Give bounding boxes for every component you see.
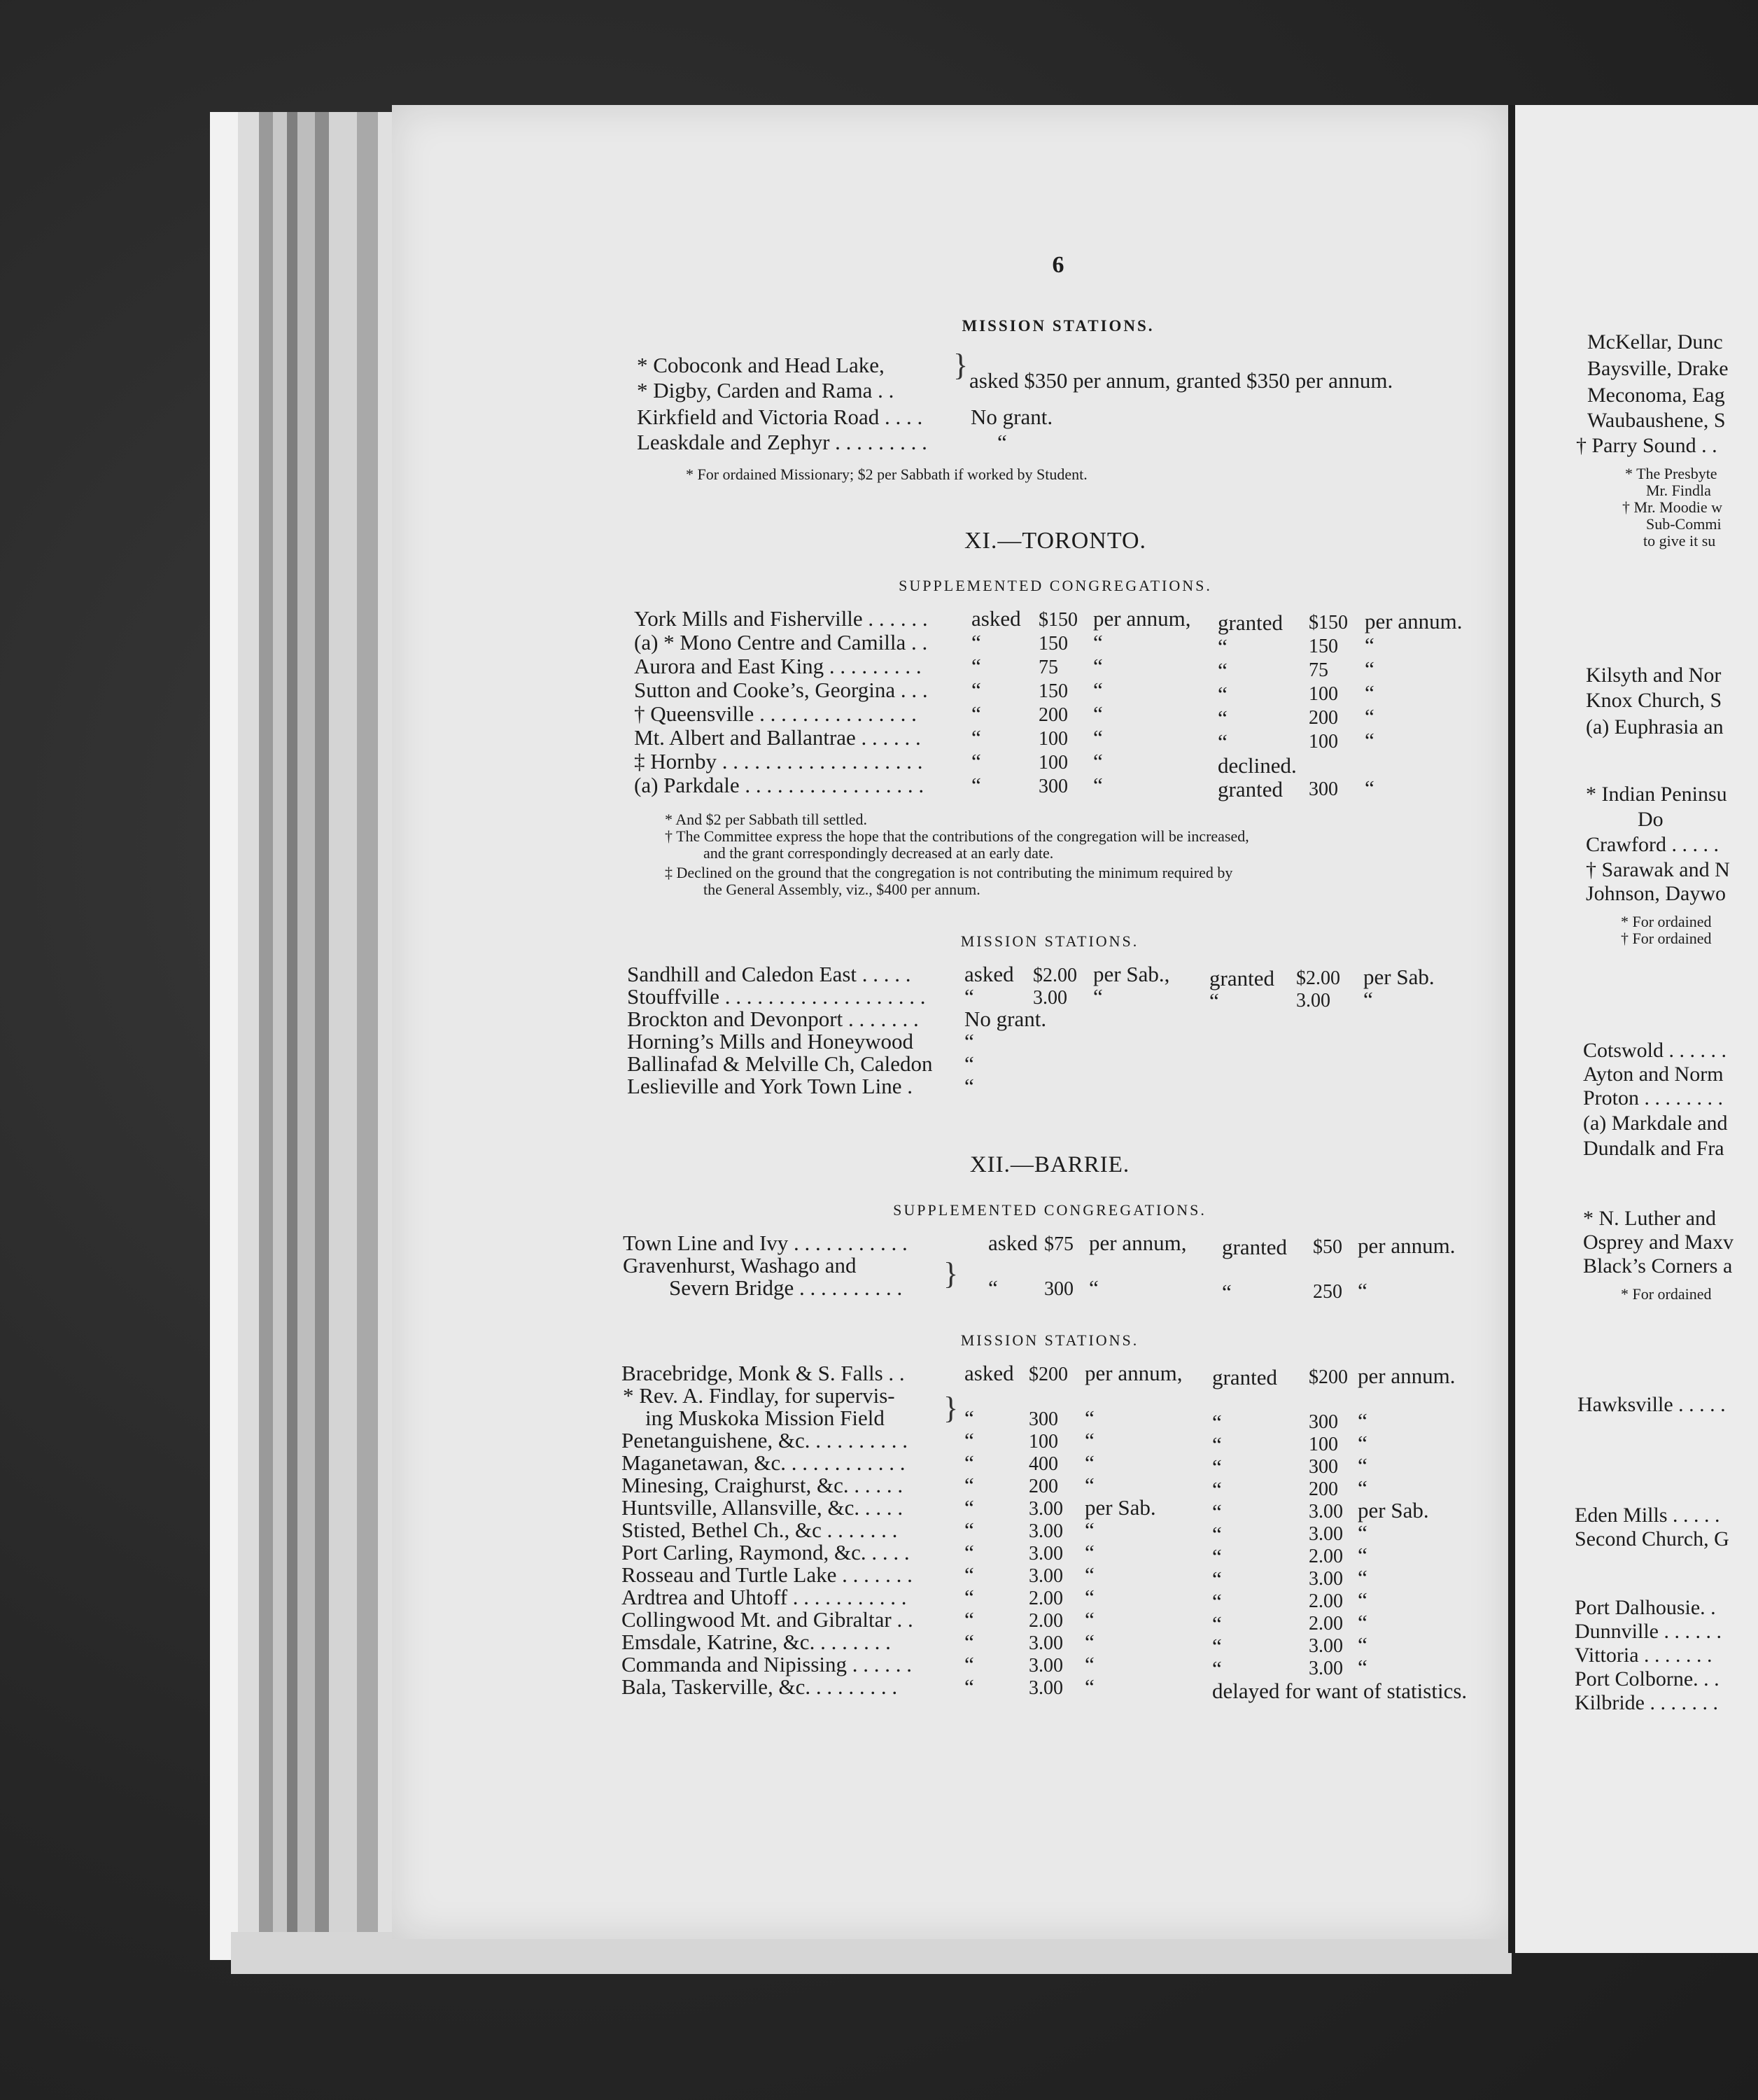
- row-amount: 100: [1039, 728, 1068, 750]
- row-granted-unit: “: [1358, 1476, 1367, 1500]
- row-granted-unit: per annum.: [1358, 1233, 1456, 1258]
- row-granted-unit: per Sab.: [1363, 965, 1435, 989]
- toronto-note: † The Committee express the hope that the contributions of the congregation will be increased,: [665, 827, 1249, 845]
- row-granted-unit: “: [1358, 1610, 1367, 1634]
- toronto-note: and the grant correspondingly decreased at an early date.: [703, 844, 1054, 862]
- row-granted: “: [1212, 1455, 1222, 1479]
- row-name: Gravenhurst, Washago and: [623, 1253, 857, 1278]
- row-granted: “: [1212, 1432, 1222, 1457]
- row-granted: “: [1218, 729, 1228, 754]
- right-page-line: Osprey and Maxv: [1583, 1231, 1734, 1254]
- right-page-line: Kilsyth and Nor: [1586, 664, 1722, 687]
- row-granted: granted: [1209, 966, 1274, 990]
- right-page-line: Black’s Corners a: [1583, 1254, 1733, 1278]
- right-page-line: Cotswold . . . . . .: [1583, 1039, 1727, 1062]
- row-amount: 3.00: [1029, 1655, 1063, 1676]
- row-asked: “: [971, 654, 981, 678]
- row-granted: “: [1212, 1499, 1222, 1524]
- row-asked: “: [971, 725, 981, 750]
- right-page-line: McKellar, Dunc: [1587, 330, 1723, 354]
- row-unit: “: [1085, 1540, 1095, 1564]
- right-page-line: Crawford . . . . .: [1586, 833, 1719, 856]
- row-name: Huntsville, Allansville, &c. . . . .: [621, 1495, 903, 1520]
- row-amount: 2.00: [1029, 1588, 1063, 1609]
- row-unit: “: [1085, 1607, 1095, 1632]
- row-granted-unit: “: [1358, 1408, 1367, 1433]
- row-granted: declined.: [1218, 753, 1297, 778]
- row-amount: $2.00: [1033, 965, 1077, 986]
- row-asked: “: [964, 1630, 974, 1654]
- row-granted-amount: 200: [1309, 1478, 1338, 1500]
- row-name: Penetanguishene, &c. . . . . . . . . .: [621, 1428, 908, 1452]
- right-page-line: to give it su: [1643, 532, 1716, 550]
- row-unit: “: [1085, 1518, 1095, 1542]
- row-granted-unit: “: [1358, 1565, 1367, 1590]
- row-amount: 3.00: [1033, 987, 1067, 1009]
- brace: }: [953, 348, 969, 382]
- row-amount: 150: [1039, 633, 1068, 654]
- row-unit: “: [1085, 1585, 1095, 1609]
- row-name: Sandhill and Caledon East . . . . .: [627, 962, 911, 986]
- row-asked: “: [964, 1074, 974, 1098]
- row-granted: “: [1212, 1522, 1222, 1546]
- toronto-supp-heading: SUPPLEMENTED CONGREGATIONS.: [899, 577, 1212, 594]
- row-granted-unit: “: [1365, 680, 1374, 705]
- row-granted-amount: 2.00: [1309, 1613, 1343, 1634]
- row-granted-amount: 200: [1309, 707, 1338, 729]
- row-asked: “: [964, 1495, 974, 1520]
- row-amount: 2.00: [1029, 1610, 1063, 1632]
- row-unit: “: [1093, 725, 1103, 750]
- row-unit: “: [1085, 1652, 1095, 1676]
- row-asked: “: [971, 678, 981, 702]
- row-granted-amount: 300: [1309, 778, 1338, 800]
- right-page-line: Do: [1638, 808, 1664, 831]
- row-granted: granted: [1212, 1365, 1277, 1390]
- row-asked: “: [971, 749, 981, 774]
- barrie-supp-heading: SUPPLEMENTED CONGREGATIONS.: [893, 1201, 1207, 1219]
- right-page-line: * Indian Peninsu: [1586, 783, 1727, 806]
- row-granted-amount: $2.00: [1296, 967, 1340, 989]
- toronto-note: the General Assembly, viz., $400 per annum.: [703, 881, 980, 898]
- row-granted-amount: 3.00: [1309, 1635, 1343, 1657]
- row-asked: “: [964, 1674, 974, 1699]
- right-page-line: Hawksville . . . . .: [1577, 1393, 1726, 1416]
- row-name: Mt. Albert and Ballantrae . . . . . .: [634, 725, 921, 750]
- row-amount: $200: [1029, 1364, 1068, 1385]
- brace-gravenhurst: }: [943, 1256, 959, 1291]
- row-granted-amount: 3.00: [1296, 990, 1330, 1011]
- row-unit: per annum,: [1093, 606, 1191, 631]
- row-unit: per annum,: [1085, 1361, 1183, 1385]
- row-kirkfield-detail: No grant.: [971, 405, 1053, 429]
- row-granted-amount: 100: [1309, 1434, 1338, 1455]
- row-granted-unit: per Sab.: [1358, 1498, 1429, 1522]
- row-granted-amount: $200: [1309, 1366, 1348, 1388]
- row-asked: “: [964, 1029, 974, 1054]
- right-page-line: Port Dalhousie. .: [1575, 1596, 1716, 1619]
- row-granted-unit: “: [1358, 1655, 1367, 1679]
- row-name: † Queensville . . . . . . . . . . . . . . .: [634, 701, 917, 726]
- row-granted-unit: “: [1358, 1588, 1367, 1612]
- right-page-line: Proton . . . . . . . .: [1583, 1086, 1724, 1110]
- toronto-note: * And $2 per Sabbath till settled.: [665, 811, 868, 828]
- row-amount: 300: [1044, 1278, 1074, 1300]
- page-edges: [210, 112, 399, 1960]
- row-unit: “: [1085, 1473, 1095, 1497]
- row-unit: “: [1085, 1630, 1095, 1654]
- row-name: Sutton and Cooke’s, Georgina . . .: [634, 678, 928, 702]
- row-granted-unit: “: [1365, 657, 1374, 681]
- right-page-line: * For ordained: [1621, 1285, 1712, 1303]
- row-unit: “: [1093, 630, 1103, 654]
- row-unit: per annum,: [1089, 1231, 1187, 1255]
- row-asked: “: [971, 773, 981, 797]
- right-page-line: (a) Markdale and: [1583, 1112, 1728, 1135]
- row-leaskdale: Leaskdale and Zephyr . . . . . . . . .: [637, 430, 927, 454]
- barrie-title: XII.—BARRIE.: [969, 1152, 1130, 1177]
- row-unit: “: [1085, 1428, 1095, 1452]
- row-unit: “: [1093, 678, 1103, 702]
- row-amount: 150: [1039, 680, 1068, 702]
- row-granted: “: [1212, 1567, 1222, 1591]
- row-name: Bracebridge, Monk & S. Falls . .: [621, 1361, 905, 1385]
- right-page-line: * N. Luther and: [1583, 1207, 1716, 1230]
- row-unit: “: [1093, 773, 1103, 797]
- row-granted: “: [1212, 1544, 1222, 1569]
- row-amount: 100: [1039, 752, 1068, 774]
- row-asked: “: [964, 1406, 974, 1430]
- right-page-line: * The Presbyte: [1625, 465, 1717, 482]
- row-granted-unit: “: [1365, 633, 1374, 657]
- right-page-line: Johnson, Daywo: [1586, 882, 1726, 905]
- row-granted: “: [1212, 1410, 1222, 1434]
- row-amount: $150: [1039, 609, 1078, 631]
- row-granted-unit: “: [1358, 1453, 1367, 1478]
- right-page-line: † Mr. Moodie w: [1622, 498, 1722, 516]
- row-granted-amount: 250: [1313, 1281, 1342, 1303]
- page-number: 6: [1052, 252, 1064, 278]
- row-name: Ballinafad & Melville Ch, Caledon: [627, 1051, 933, 1076]
- row-name: Leslieville and York Town Line .: [627, 1074, 913, 1098]
- row-digby-detail: asked $350 per annum, granted $350 per annum.: [969, 368, 1393, 393]
- row-unit: “: [1085, 1674, 1095, 1699]
- row-granted: delayed for want of statistics.: [1212, 1679, 1468, 1703]
- row-asked: asked: [964, 962, 1014, 986]
- row-name: Bala, Taskerville, &c. . . . . . . . .: [621, 1674, 898, 1699]
- row-unit: “: [1089, 1275, 1099, 1300]
- brace-findlay: }: [943, 1391, 959, 1425]
- row-digby: * Digby, Carden and Rama . .: [637, 378, 894, 402]
- row-granted-amount: $50: [1313, 1236, 1342, 1258]
- right-page-line: Second Church, G: [1575, 1527, 1729, 1550]
- right-page-line: Kilbride . . . . . . .: [1575, 1691, 1718, 1714]
- row-granted: “: [1218, 634, 1228, 659]
- row-granted-unit: “: [1358, 1543, 1367, 1567]
- row-granted-amount: 2.00: [1309, 1590, 1343, 1612]
- right-page-line: † For ordained: [1621, 930, 1712, 947]
- footnote-1: * For ordained Missionary; $2 per Sabbath if worked by Student.: [686, 465, 1088, 483]
- row-granted-amount: 300: [1309, 1456, 1338, 1478]
- row-name: Brockton and Devonport . . . . . . .: [627, 1007, 919, 1031]
- row-granted-unit: “: [1365, 776, 1374, 800]
- row-name: (a) * Mono Centre and Camilla . .: [634, 630, 928, 654]
- row-asked: “: [971, 701, 981, 726]
- row-granted: granted: [1218, 610, 1283, 635]
- row-name: Maganetawan, &c. . . . . . . . . . . .: [621, 1450, 906, 1475]
- row-asked: “: [964, 1652, 974, 1676]
- right-page-line: Dundalk and Fra: [1583, 1137, 1724, 1160]
- row-amount: 3.00: [1029, 1677, 1063, 1699]
- right-page-line: Port Colborne. . .: [1575, 1667, 1720, 1690]
- row-name: * Rev. A. Findlay, for supervis-: [623, 1383, 895, 1408]
- right-page-line: Eden Mills . . . . .: [1575, 1504, 1720, 1527]
- row-unit: “: [1085, 1450, 1095, 1475]
- mission-heading-1: MISSION STATIONS.: [962, 317, 1155, 335]
- row-unit: “: [1085, 1562, 1095, 1587]
- row-granted: granted: [1218, 777, 1283, 802]
- toronto-title: XI.—TORONTO.: [964, 528, 1147, 554]
- row-name: Severn Bridge . . . . . . . . . .: [669, 1275, 903, 1300]
- row-kirkfield: Kirkfield and Victoria Road . . . .: [637, 405, 923, 429]
- row-amount: 3.00: [1029, 1520, 1063, 1542]
- row-granted: “: [1218, 682, 1228, 706]
- row-asked: “: [988, 1275, 998, 1300]
- row-asked: asked: [971, 606, 1021, 631]
- row-granted-unit: “: [1363, 987, 1373, 1011]
- row-granted-amount: 150: [1309, 636, 1338, 657]
- row-amount: 200: [1039, 704, 1068, 726]
- row-granted: “: [1218, 658, 1228, 682]
- row-leaskdale-detail: “: [997, 430, 1007, 454]
- row-asked: “: [971, 630, 981, 654]
- row-asked: “: [964, 1607, 974, 1632]
- row-granted-amount: 100: [1309, 731, 1338, 752]
- row-asked: asked: [964, 1361, 1014, 1385]
- row-unit: “: [1085, 1406, 1095, 1430]
- right-page-line: † Parry Sound . .: [1576, 434, 1717, 457]
- row-name: Emsdale, Katrine, &c. . . . . . . .: [621, 1630, 891, 1654]
- row-granted: granted: [1222, 1235, 1287, 1259]
- row-granted: “: [1212, 1477, 1222, 1502]
- row-name: ing Muskoka Mission Field: [645, 1406, 885, 1430]
- row-granted: “: [1222, 1280, 1232, 1304]
- row-coboconk: * Coboconk and Head Lake,: [637, 353, 885, 377]
- row-amount: 3.00: [1029, 1565, 1063, 1587]
- row-granted-amount: 300: [1309, 1411, 1338, 1433]
- right-page-line: Ayton and Norm: [1583, 1063, 1724, 1086]
- row-asked: “: [964, 984, 974, 1009]
- row-amount: 3.00: [1029, 1632, 1063, 1654]
- barrie-mission-heading: MISSION STATIONS.: [960, 1331, 1139, 1349]
- row-granted-amount: 3.00: [1309, 1501, 1343, 1522]
- row-granted-amount: 3.00: [1309, 1568, 1343, 1590]
- row-asked: No grant.: [964, 1007, 1047, 1031]
- row-name: Town Line and Ivy . . . . . . . . . . .: [623, 1231, 908, 1255]
- row-name: Collingwood Mt. and Gibraltar . .: [621, 1607, 913, 1632]
- row-name: Stisted, Bethel Ch., &c . . . . . . .: [621, 1518, 898, 1542]
- row-granted: “: [1218, 706, 1228, 730]
- row-asked: “: [964, 1051, 974, 1076]
- row-name: York Mills and Fisherville . . . . . .: [634, 606, 928, 631]
- row-amount: 3.00: [1029, 1543, 1063, 1564]
- row-granted-unit: per annum.: [1365, 609, 1463, 634]
- row-granted-unit: “: [1365, 704, 1374, 729]
- toronto-mission-heading: MISSION STATIONS.: [960, 932, 1139, 950]
- right-page-line: † Sarawak and N: [1586, 858, 1730, 881]
- row-name: Ardtrea and Uhtoff . . . . . . . . . . .: [621, 1585, 907, 1609]
- row-asked: “: [964, 1562, 974, 1587]
- row-unit: “: [1093, 749, 1103, 774]
- row-granted-amount: 2.00: [1309, 1546, 1343, 1567]
- row-granted: “: [1212, 1611, 1222, 1636]
- row-unit: “: [1093, 701, 1103, 726]
- row-granted-amount: 100: [1309, 683, 1338, 705]
- row-amount: 300: [1039, 776, 1068, 797]
- row-name: Horning’s Mills and Honeywood: [627, 1029, 914, 1054]
- row-granted-amount: $150: [1309, 612, 1348, 634]
- right-page-line: Mr. Findla: [1646, 482, 1711, 499]
- row-amount: 100: [1029, 1431, 1058, 1452]
- row-amount: 400: [1029, 1453, 1058, 1475]
- row-asked: “: [964, 1473, 974, 1497]
- row-granted-unit: per annum.: [1358, 1364, 1456, 1388]
- row-asked: “: [964, 1540, 974, 1564]
- row-granted-amount: 3.00: [1309, 1658, 1343, 1679]
- row-asked: “: [964, 1428, 974, 1452]
- row-amount: 75: [1039, 657, 1058, 678]
- row-granted: “: [1209, 988, 1219, 1013]
- right-page-line: Dunnville . . . . . .: [1575, 1620, 1722, 1643]
- row-asked: “: [964, 1518, 974, 1542]
- row-granted-unit: “: [1358, 1632, 1367, 1657]
- row-unit: “: [1093, 654, 1103, 678]
- row-granted-unit: “: [1365, 728, 1374, 752]
- row-name: Aurora and East King . . . . . . . . .: [634, 654, 922, 678]
- right-page-line: * For ordained: [1621, 913, 1712, 930]
- row-name: (a) Parkdale . . . . . . . . . . . . . . . . .: [634, 773, 924, 797]
- row-amount: 200: [1029, 1476, 1058, 1497]
- row-name: Port Carling, Raymond, &c. . . . .: [621, 1540, 910, 1564]
- row-granted-unit: “: [1358, 1278, 1367, 1303]
- row-unit: “: [1093, 984, 1103, 1009]
- row-name: Rosseau and Turtle Lake . . . . . . .: [621, 1562, 913, 1587]
- right-page-line: Baysville, Drake: [1587, 357, 1729, 380]
- right-page-line: Sub-Commi: [1646, 515, 1722, 533]
- row-name: Minesing, Craighurst, &c. . . . . .: [621, 1473, 903, 1497]
- row-unit: per Sab.: [1085, 1495, 1156, 1520]
- row-granted-amount: 75: [1309, 659, 1328, 681]
- row-name: Commanda and Nipissing . . . . . .: [621, 1652, 913, 1676]
- right-page-line: Waubaushene, S: [1587, 409, 1726, 432]
- row-amount: 300: [1029, 1408, 1058, 1430]
- right-page-line: Meconoma, Eag: [1587, 384, 1725, 407]
- toronto-note: ‡ Declined on the ground that the congregation is not contributing the minimum required by: [665, 864, 1233, 881]
- row-granted: “: [1212, 1589, 1222, 1614]
- row-asked: asked: [988, 1231, 1038, 1255]
- row-granted-unit: “: [1358, 1520, 1367, 1545]
- row-name: ‡ Hornby . . . . . . . . . . . . . . . . . . .: [634, 749, 923, 774]
- row-asked: “: [964, 1450, 974, 1475]
- row-amount: 3.00: [1029, 1498, 1063, 1520]
- row-granted-amount: 3.00: [1309, 1523, 1343, 1545]
- right-page-line: Knox Church, S: [1586, 689, 1722, 712]
- row-granted: “: [1212, 1634, 1222, 1658]
- row-unit: per Sab.,: [1093, 962, 1170, 986]
- right-page-line: (a) Euphrasia an: [1586, 715, 1724, 738]
- row-asked: “: [964, 1585, 974, 1609]
- row-granted: “: [1212, 1656, 1222, 1681]
- right-page-line: Vittoria . . . . . . .: [1575, 1644, 1713, 1667]
- row-name: Stouffville . . . . . . . . . . . . . . . . . . .: [627, 984, 926, 1009]
- row-amount: $75: [1044, 1233, 1074, 1255]
- row-granted-unit: “: [1358, 1431, 1367, 1455]
